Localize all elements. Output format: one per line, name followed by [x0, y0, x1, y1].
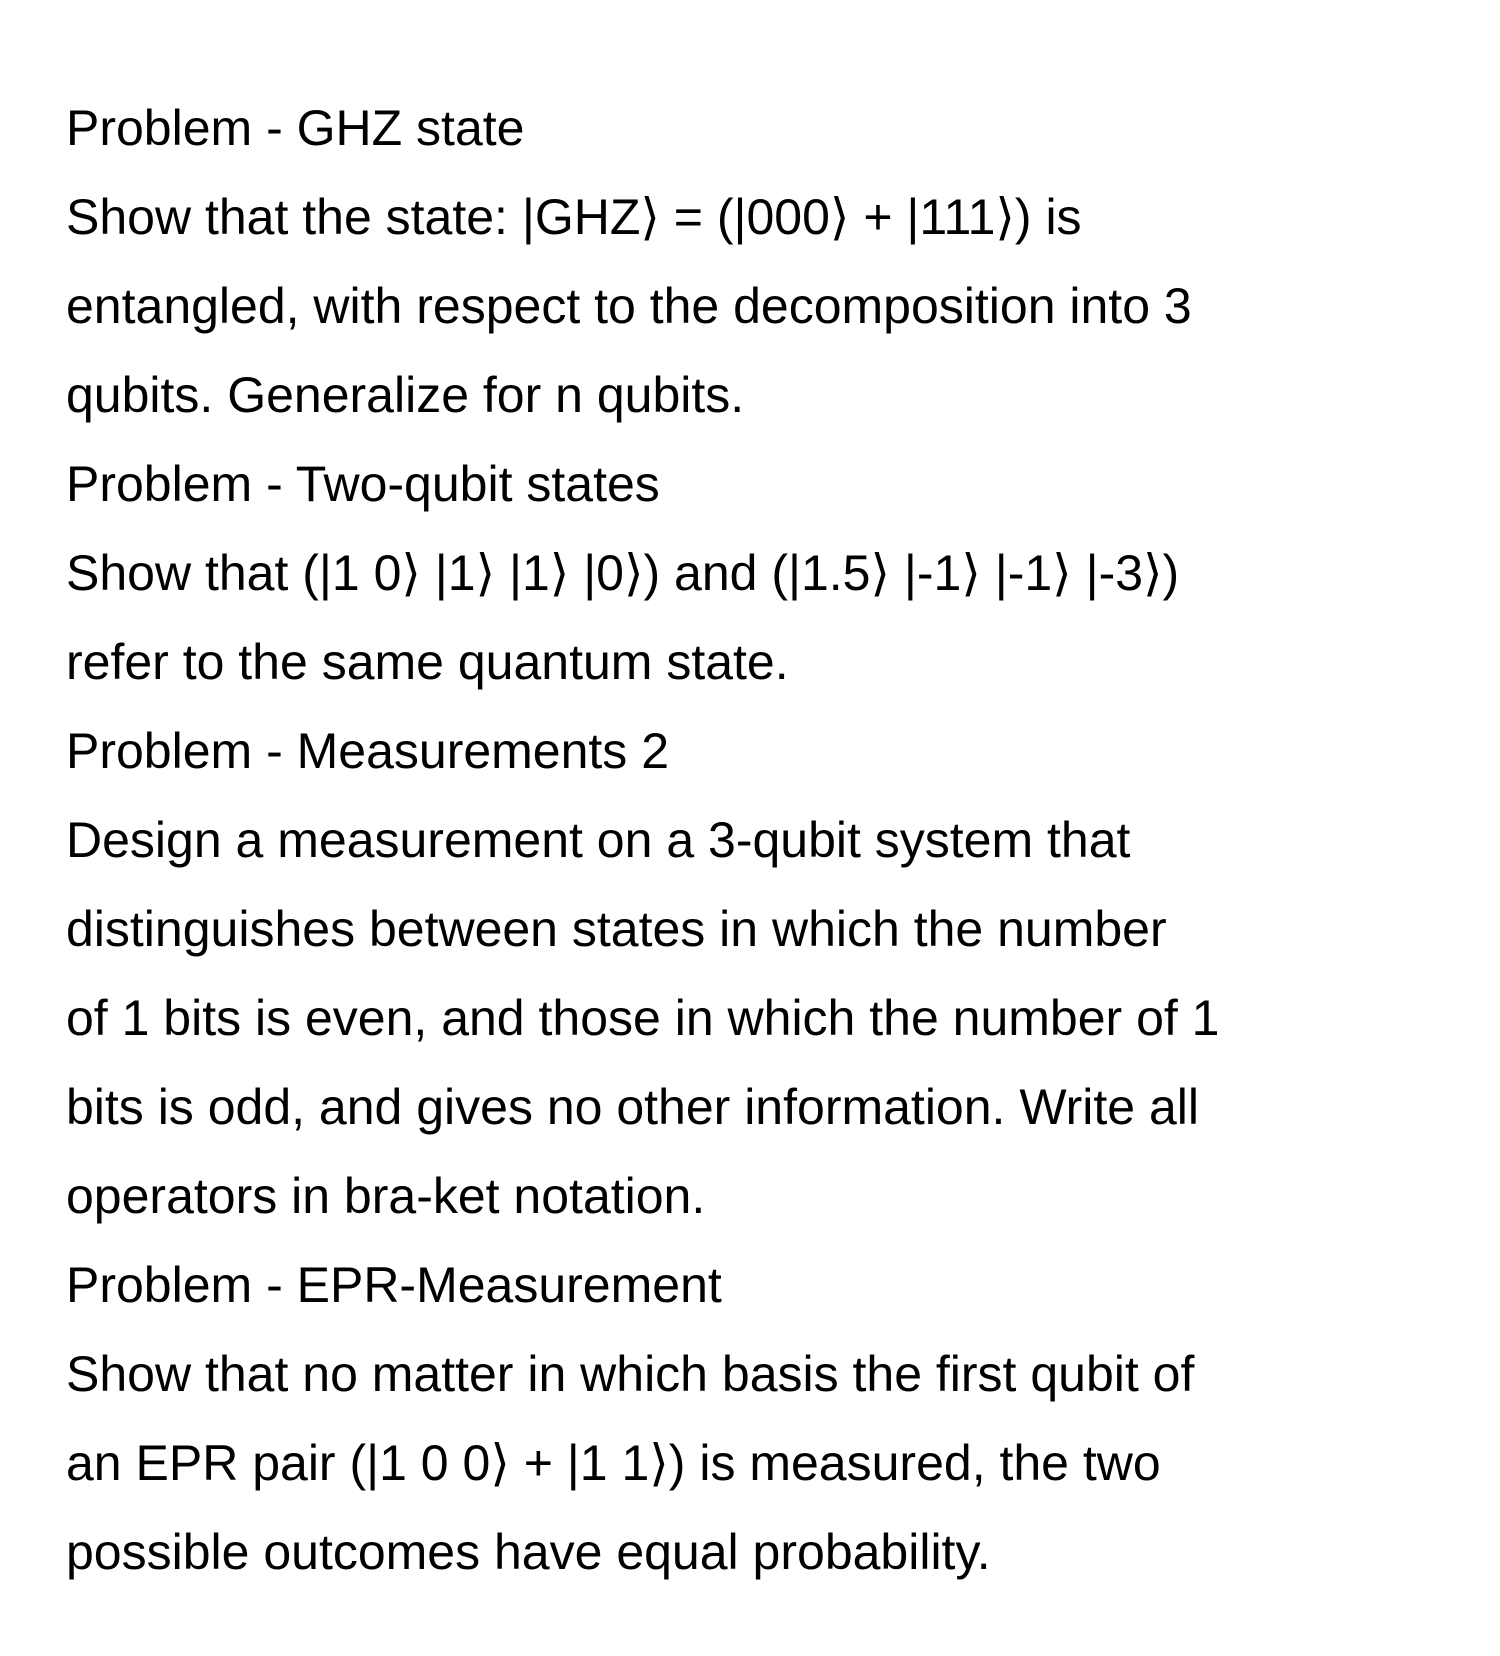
problem-title: Problem - EPR-Measurement — [66, 1257, 722, 1313]
problem-title: Problem - Two-qubit states — [66, 456, 660, 512]
problem-text-line: operators in bra-ket notation. — [66, 1168, 706, 1224]
problem-measurements-2 — [66, 707, 1446, 1241]
problem-text-line: of 1 bits is even, and those in which the number of 1 — [66, 990, 1220, 1046]
problem-epr-measurement — [66, 1241, 1446, 1597]
problem-title: Problem - GHZ state — [66, 100, 525, 156]
problem-text-line: Design a measurement on a 3-qubit system that — [66, 812, 1131, 868]
problem-ghz-state — [66, 84, 1446, 440]
problem-two-qubit-states — [66, 440, 1446, 707]
problem-text-line: Show that the state: |GHZ⟩ = (|000⟩ + |111⟩) is — [66, 189, 1082, 245]
problem-title: Problem - Measurements 2 — [66, 723, 670, 779]
problem-text-line: possible outcomes have equal probability. — [66, 1524, 991, 1580]
problem-text-line: entangled, with respect to the decomposition into 3 — [66, 278, 1192, 334]
problem-sheet — [66, 84, 1446, 1597]
problem-text-line: refer to the same quantum state. — [66, 634, 789, 690]
problem-text-line: distinguishes between states in which the number — [66, 901, 1167, 957]
problem-text-line: qubits. Generalize for n qubits. — [66, 367, 745, 423]
problem-text-line: Show that no matter in which basis the first qubit of — [66, 1346, 1195, 1402]
problem-text-line: an EPR pair (|1 0 0⟩ + |1 1⟩) is measured, the two — [66, 1435, 1161, 1491]
problem-text-line: Show that (|1 0⟩ |1⟩ |1⟩ |0⟩) and (|1.5⟩ |-1⟩ |-1⟩ |-3⟩) — [66, 545, 1180, 601]
problem-text-line: bits is odd, and gives no other information. Write all — [66, 1079, 1199, 1135]
